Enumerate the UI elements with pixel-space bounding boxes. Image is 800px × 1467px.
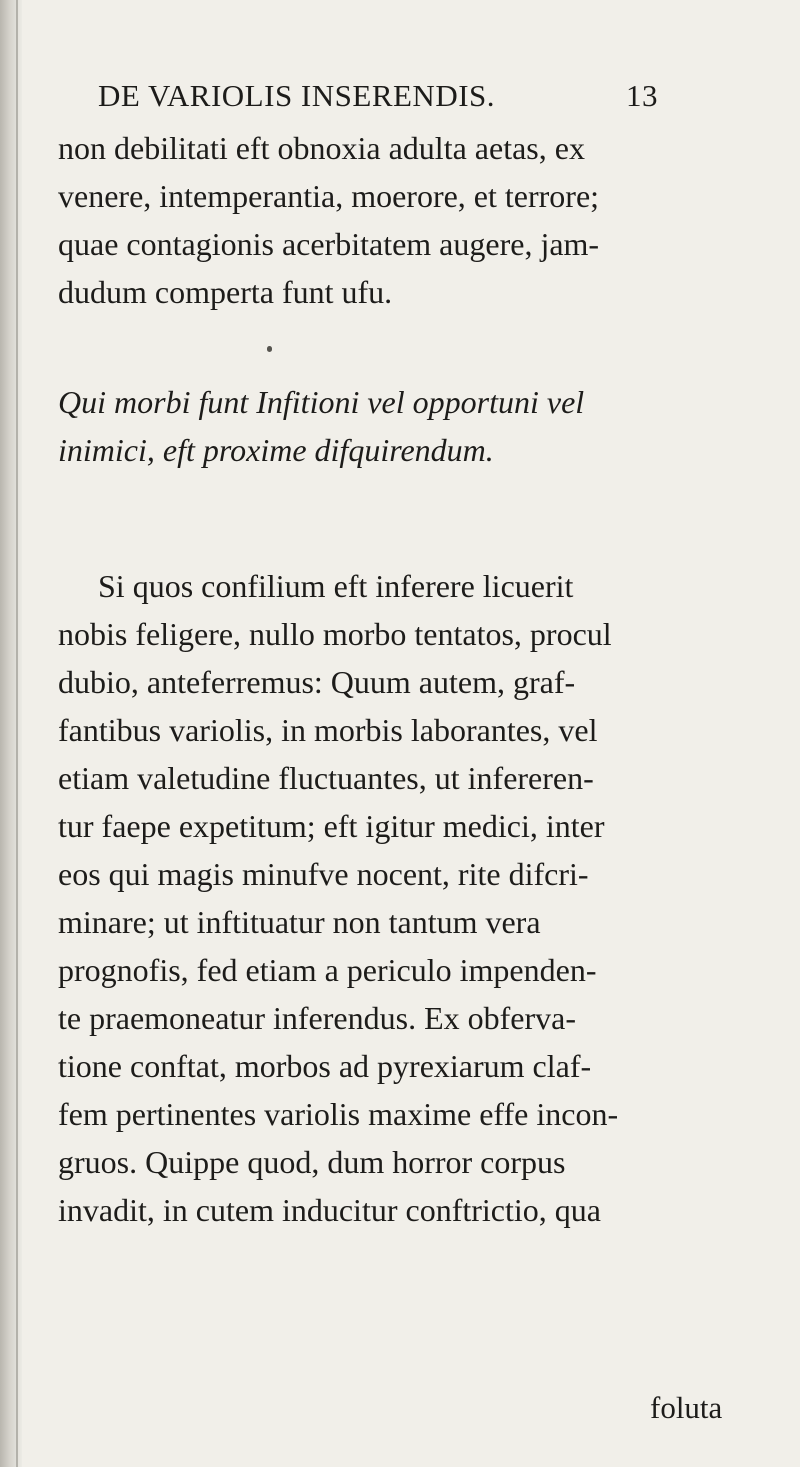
text-line: gruos. Quippe quod, dum horror corpus bbox=[58, 1144, 566, 1180]
text-line: te praemoneatur inferendus. Ex obferva- bbox=[58, 1000, 576, 1036]
binding-edge bbox=[16, 0, 18, 1467]
text-line: quae contagionis acerbitatem augere, jam- bbox=[58, 226, 600, 262]
running-header bbox=[98, 78, 698, 114]
running-title: DE VARIOLIS INSERENDIS. bbox=[98, 78, 496, 113]
heading-line: Qui morbi funt Infitioni vel opportuni vel bbox=[58, 384, 585, 420]
text-line: dudum comperta funt ufu. bbox=[58, 274, 393, 310]
heading-line: inimici, eft proxime difquirendum. bbox=[58, 432, 494, 468]
text-line: non debilitati eft obnoxia adulta aetas, ex bbox=[58, 130, 585, 166]
text-line: fantibus variolis, in morbis laborantes, vel bbox=[58, 712, 598, 748]
text-line: etiam valetudine fluctuantes, ut infereren- bbox=[58, 760, 594, 796]
text-line: Si quos confilium eft inferere licuerit bbox=[98, 568, 574, 604]
page-number: 13 bbox=[626, 78, 658, 113]
binding-gutter bbox=[0, 0, 22, 1467]
text-line: minare; ut inftituatur non tantum vera bbox=[58, 904, 541, 940]
text-line: eos qui magis minufve nocent, rite difcri- bbox=[58, 856, 589, 892]
text-line: dubio, anteferremus: Quum autem, graf- bbox=[58, 664, 576, 700]
paragraph-1 bbox=[58, 124, 758, 316]
text-line: tur faepe expetitum; eft igitur medici, inter bbox=[58, 808, 605, 844]
text-line: invadit, in cutem inducitur conftrictio, qua bbox=[58, 1192, 601, 1228]
ink-speck bbox=[267, 346, 272, 352]
text-line: fem pertinentes variolis maxime effe incon- bbox=[58, 1096, 619, 1132]
text-line: venere, intemperantia, moerore, et terrore; bbox=[58, 178, 600, 214]
paragraph-2 bbox=[58, 562, 758, 1234]
text-line: nobis feligere, nullo morbo tentatos, procul bbox=[58, 616, 612, 652]
text-line: prognofis, fed etiam a periculo impenden- bbox=[58, 952, 597, 988]
text-line: tione conftat, morbos ad pyrexiarum claf- bbox=[58, 1048, 592, 1084]
catchword: foluta bbox=[650, 1390, 723, 1425]
section-heading bbox=[58, 378, 758, 474]
